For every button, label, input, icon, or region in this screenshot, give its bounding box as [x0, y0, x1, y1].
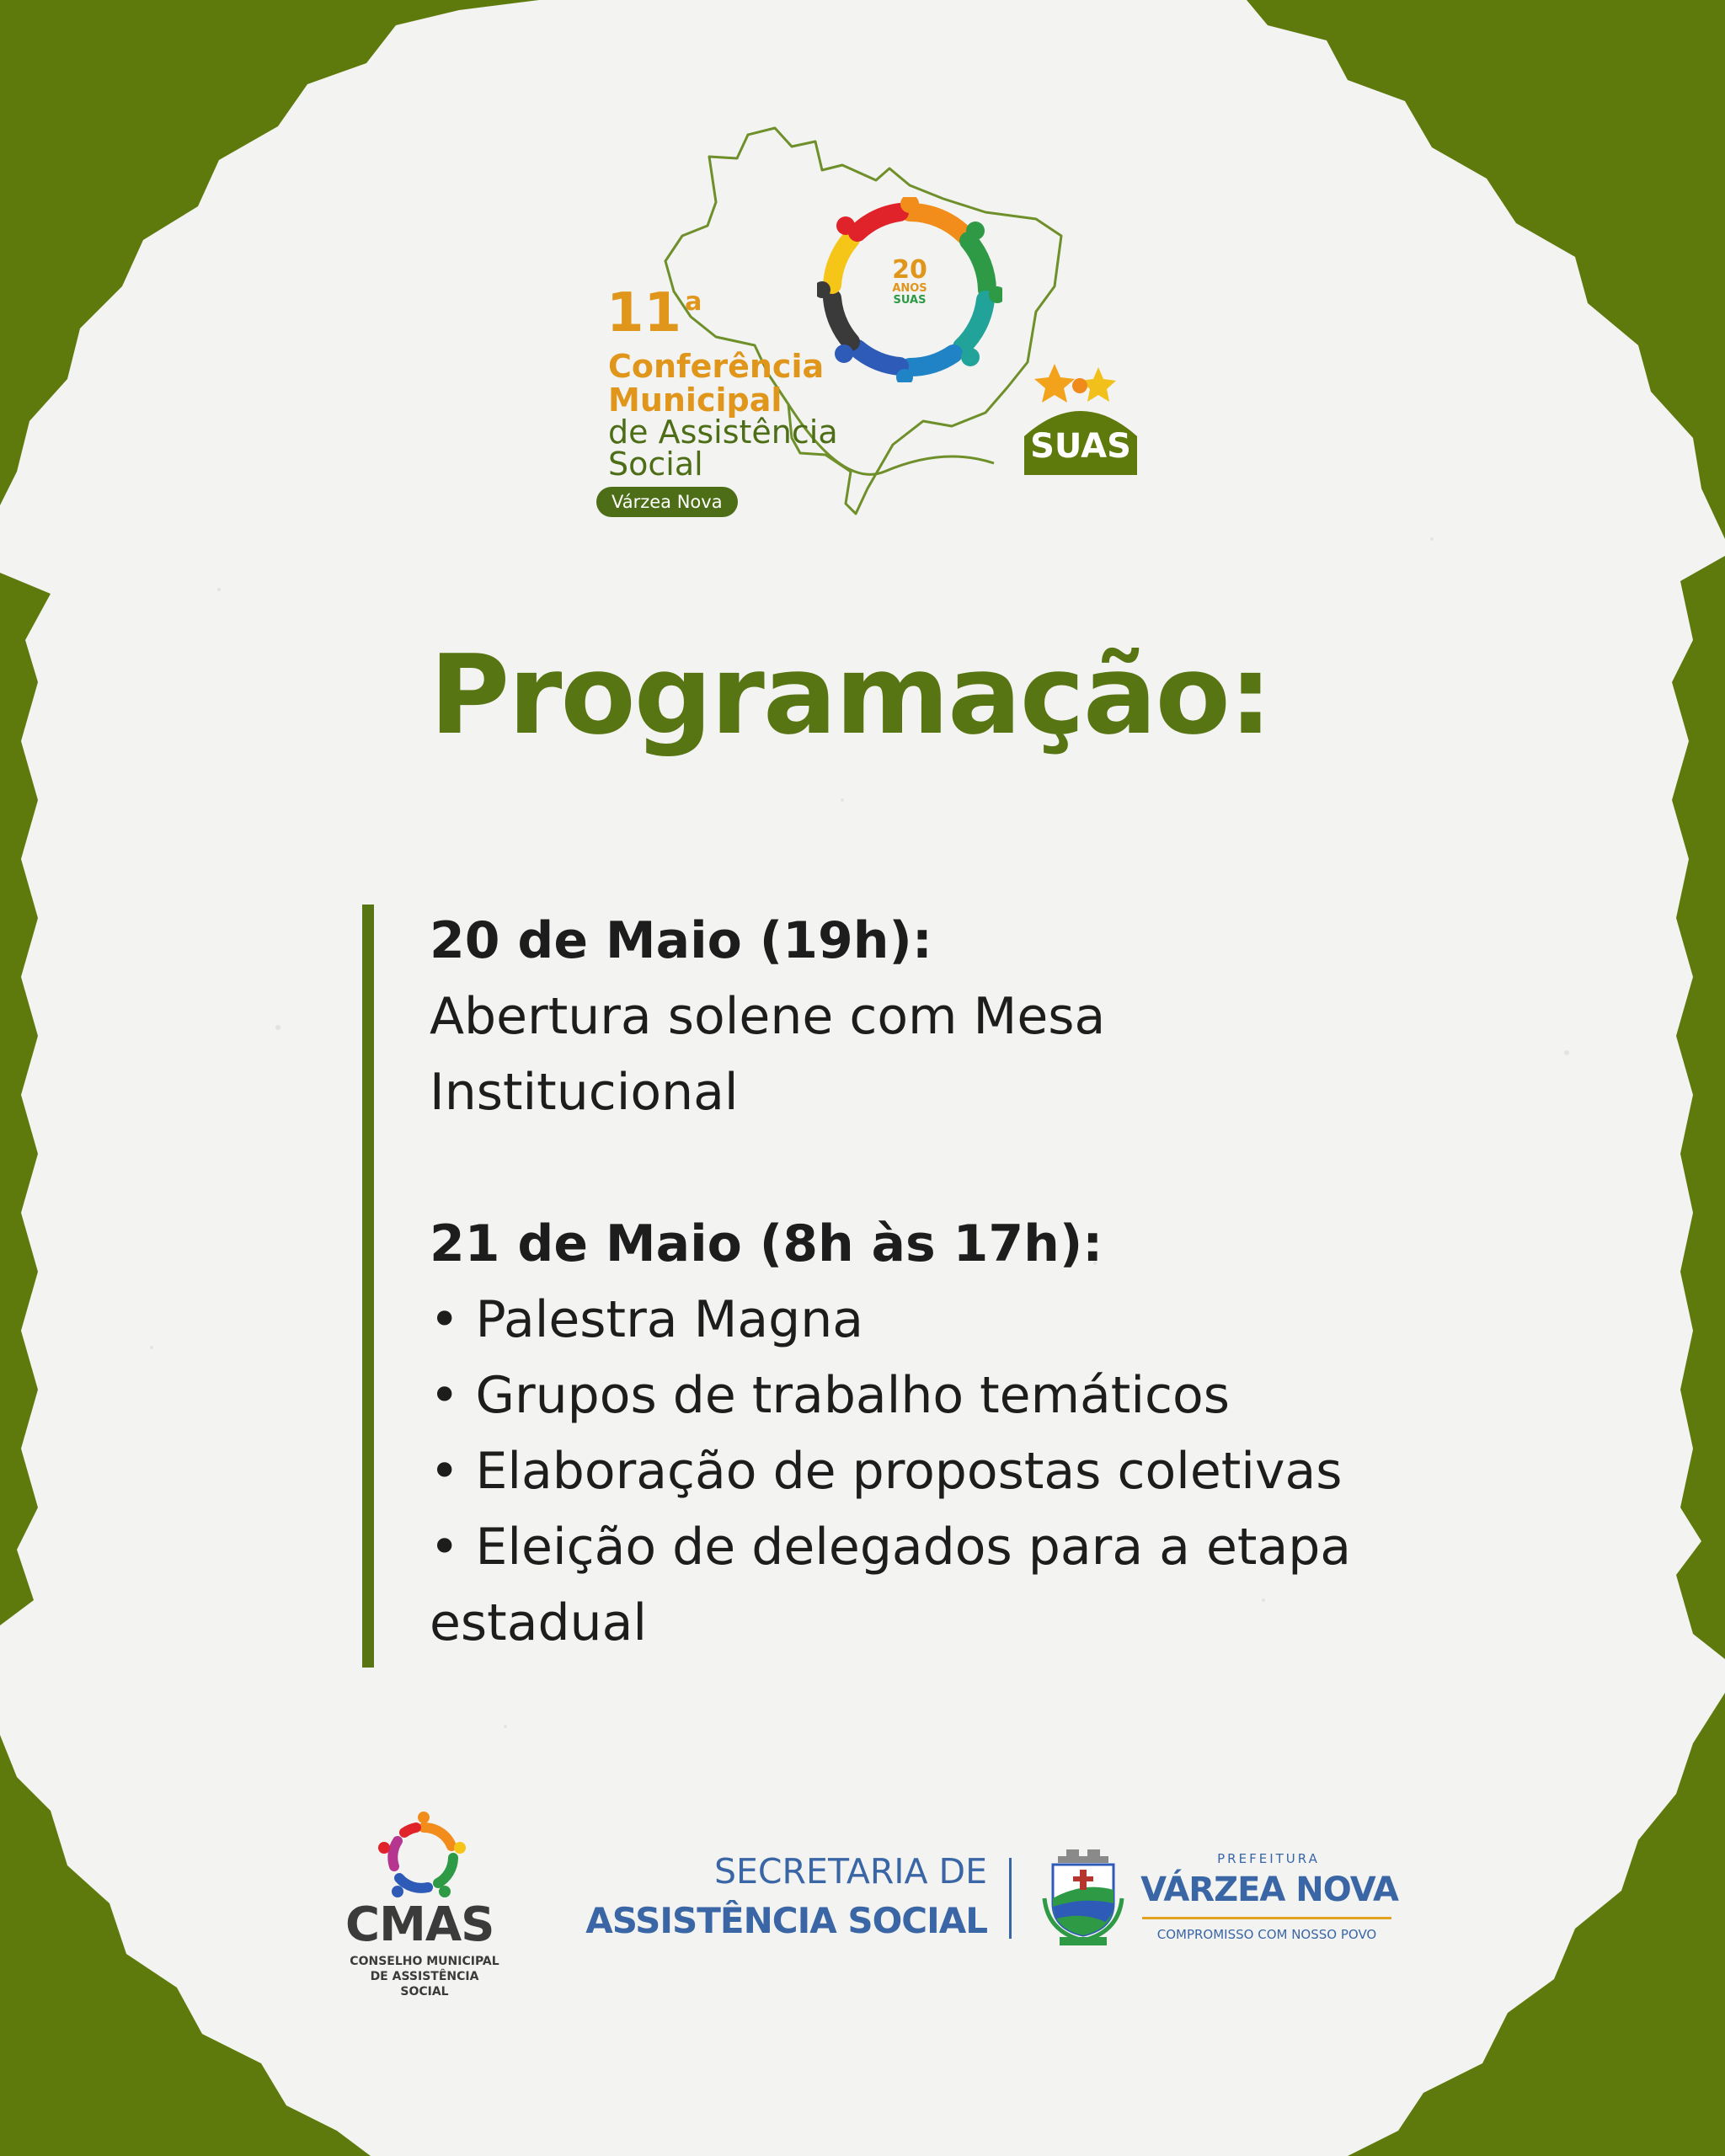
- schedule-spacer: [430, 1130, 1491, 1206]
- day2-item: • Elaboração de propostas coletivas: [430, 1442, 1343, 1501]
- footer-divider: [1009, 1858, 1012, 1939]
- day1-heading: 20 de Maio (19h):: [430, 911, 932, 970]
- day2-item: • Eleição de delegados para a etapa: [430, 1518, 1352, 1577]
- day1-line: Abertura solene com Mesa: [430, 987, 1106, 1046]
- coat-of-arms-icon: [1041, 1848, 1125, 1947]
- day1-line: Institucional: [430, 1063, 739, 1122]
- secretaria-line-2: ASSISTÊNCIA SOCIAL: [585, 1900, 987, 1941]
- city-pill: Várzea Nova: [596, 487, 738, 517]
- day2-item: • Palestra Magna: [430, 1290, 864, 1349]
- suas-label: SUAS: [1030, 427, 1131, 466]
- conference-line-3: de Assistência: [608, 414, 838, 451]
- cmas-subtitle: [349, 1954, 500, 1999]
- schedule: [430, 903, 1491, 1661]
- secretaria-line-1: SECRETARIA DE: [714, 1851, 987, 1892]
- conference-line-1: Conferência: [608, 348, 825, 385]
- emblem-line-suas: SUAS: [893, 294, 927, 307]
- cmas-name: CMAS: [345, 1897, 494, 1952]
- page-title: Programação:: [430, 631, 1271, 759]
- prefeitura-name: VÁRZEA NOVA: [1140, 1870, 1398, 1909]
- day2-item: • Grupos de trabalho temáticos: [430, 1366, 1230, 1425]
- conference-line-4: Social: [608, 446, 703, 483]
- schedule-accent-bar: [362, 905, 374, 1668]
- day2-heading: 21 de Maio (8h às 17h):: [430, 1214, 1103, 1273]
- conference-ordinal: a: [685, 287, 702, 317]
- suas-logo: [1021, 360, 1140, 475]
- cmas-subtitle-line-1: CONSELHO MUNICIPAL: [350, 1955, 499, 1968]
- conference-number: 11 $^a$: [606, 282, 702, 344]
- emblem-number: 20: [892, 255, 927, 285]
- day2-item: estadual: [430, 1593, 648, 1652]
- people-circle-icon: [377, 1811, 470, 1903]
- emblem-line-anos: ANOS: [892, 282, 927, 295]
- prefeitura-label: PREFEITURA: [1217, 1851, 1320, 1866]
- conference-line-2: Municipal: [608, 382, 782, 419]
- cmas-subtitle-line-2: DE ASSISTÊNCIA SOCIAL: [370, 1970, 479, 1999]
- prefeitura-underline: [1142, 1917, 1391, 1919]
- prefeitura-slogan: COMPROMISSO COM NOSSO POVO: [1156, 1927, 1377, 1942]
